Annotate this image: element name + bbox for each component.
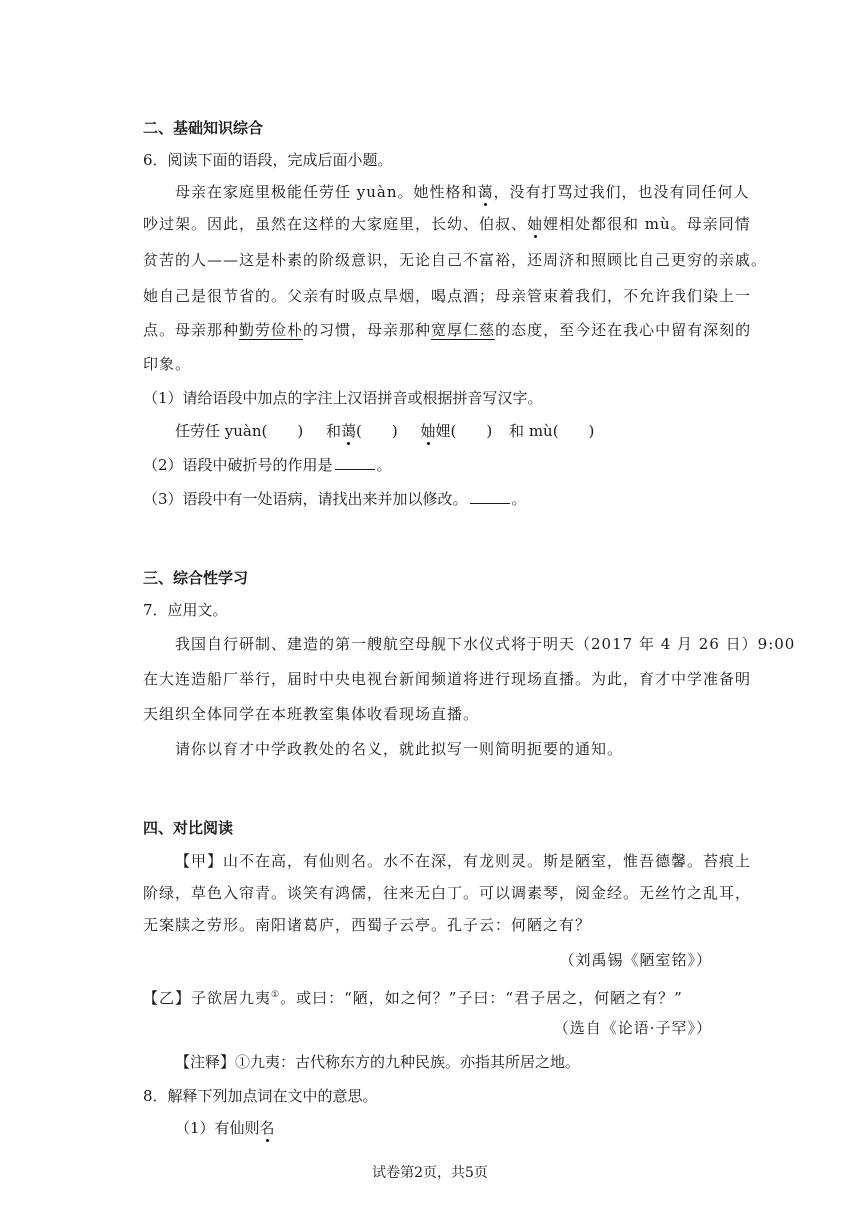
section-title: 三、综合性学习 xyxy=(143,569,249,587)
question-stem: 7．应用文。 xyxy=(143,601,228,619)
question-text: （1）有仙则 xyxy=(175,1119,260,1137)
passage-line: 贫苦的人——这是朴素的阶级意识，无论自己不富裕，还周济和照顾比自己更穷的亲戚。 xyxy=(143,251,768,269)
passage-line: 请你以育才中学政教处的名义，就此拟写一则简明扼要的通知。 xyxy=(175,740,624,758)
passage-text: 。或曰：“陋，如之何？”子曰：“君子居之，何陋之有？” xyxy=(280,989,683,1007)
passage-text: 点。母亲那种 xyxy=(143,321,240,339)
passage-line: 印象。 xyxy=(143,355,192,373)
pinyin-items xyxy=(175,421,594,441)
passage-line: 我国自行研制、建造的第一艘航空母舰下水仪式将于明天（2017 年 4 月 26 日）9:00 xyxy=(175,635,796,653)
dotted-char: 妯 xyxy=(527,215,544,233)
annotation-note: 【注释】①九夷：古代称东方的九种民族。亦指其所居之地。 xyxy=(175,1053,581,1071)
passage-line: 【甲】山不在高，有仙则名。水不在深，有龙则灵。斯是陋室，惟吾德馨。苔痕上 xyxy=(175,852,752,870)
section-title: 二、基础知识综合 xyxy=(143,119,264,137)
underlined-phrase: 宽厚仁慈 xyxy=(431,321,496,339)
passage-line xyxy=(175,182,750,202)
answer-blank[interactable] xyxy=(335,455,375,470)
sub-question xyxy=(143,455,392,475)
passage-line xyxy=(143,214,751,234)
item-text: 任劳任 yuàn( ) xyxy=(175,422,304,440)
sub-question: （1）请给语段中加点的字注上汉语拼音或根据拼音写汉字。 xyxy=(143,389,543,407)
question-stem: 6．阅读下面的语段，完成后面小题。 xyxy=(143,151,393,169)
source-citation: （刘禹锡《陋室铭》） xyxy=(559,951,712,969)
item-text: ( ) xyxy=(356,422,398,440)
source-citation: （选自《论语·子罕》） xyxy=(553,1019,712,1037)
question-stem: 8．解释下列加点词在文中的意思。 xyxy=(143,1087,378,1105)
passage-line: 天组织全体同学在本班教室集体收看现场直播。 xyxy=(143,705,480,723)
passage-line: 阶绿，草色入帘青。谈笑有鸿儒，往来无白丁。可以调素琴，阅金经。无丝竹之乱耳， xyxy=(143,884,752,902)
section-title: 四、对比阅读 xyxy=(143,819,234,837)
passage-text: 吵过架。因此，虽然在这样的大家庭里，长幼、伯叔、 xyxy=(143,215,528,233)
item-text: 和 xyxy=(326,422,342,440)
passage-text: ，没有打骂过我们，也没有同任何人 xyxy=(493,183,750,201)
dotted-char: 蔼 xyxy=(341,422,357,440)
item-text: 和 mù( ) xyxy=(509,422,595,440)
passage-text: 的态度，至今还在我心中留有深刻的 xyxy=(495,321,752,339)
question-text: （3）语段中有一处语病，请找出来并加以修改。 xyxy=(143,490,468,508)
passage-line xyxy=(143,985,683,1008)
passage-line: 无案牍之劳形。南阳诸葛庐，西蜀子云亭。孔子云：何陋之有？ xyxy=(143,916,592,934)
passage-line xyxy=(143,320,751,340)
page-footer: 试卷第2页，共5页 xyxy=(372,1165,488,1181)
underlined-phrase: 勤劳俭朴 xyxy=(239,321,304,339)
passage-text: 的习惯，母亲那种 xyxy=(303,321,432,339)
dotted-char: 妯 xyxy=(420,422,436,440)
answer-blank[interactable] xyxy=(470,489,510,504)
dotted-char: 名 xyxy=(259,1119,275,1137)
passage-text: 母亲在家庭里极能任劳任 yuàn。她性格和 xyxy=(175,183,478,201)
passage-line: 在大连造船厂举行，届时中央电视台新闻频道将进行现场直播。为此，育才中学准备明 xyxy=(143,670,752,688)
question-text: 。 xyxy=(376,456,392,474)
sub-question xyxy=(143,489,527,509)
question-text: 。 xyxy=(511,490,527,508)
question-text: （2）语段中破折号的作用是 xyxy=(143,456,333,474)
sub-question xyxy=(175,1118,275,1138)
footnote-marker: ① xyxy=(271,990,281,1000)
dotted-char: 蔼 xyxy=(477,183,494,201)
passage-line: 她自己是很节省的。父亲有时吸点旱烟，喝点酒；母亲管束着我们，不允许我们染上一 xyxy=(143,287,752,305)
passage-text: 【乙】子欲居九夷 xyxy=(143,989,272,1007)
passage-text: 娌相处都很和 mù。母亲同情 xyxy=(543,215,751,233)
item-text: 娌( ) xyxy=(435,422,493,440)
